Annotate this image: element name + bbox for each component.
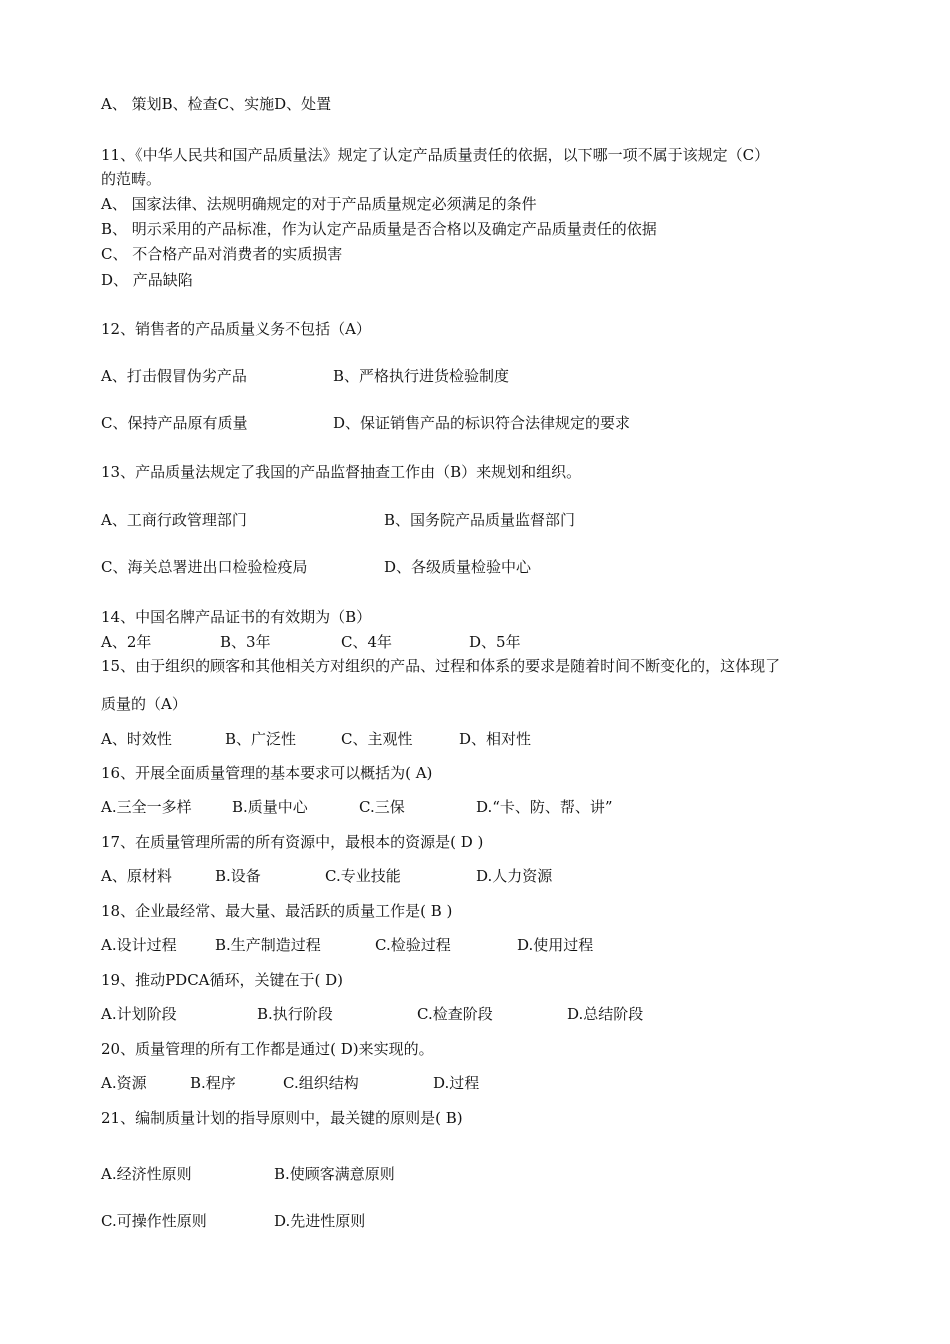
q11-option-a: A、 国家法律、法规明确规定的对于产品质量规定必须满足的条件 [101, 195, 537, 213]
q21-option-d: D.先进性原则 [274, 1212, 366, 1230]
q17-option-b: B.设备 [215, 867, 261, 885]
q18-stem: 18、企业最经常、最大量、最活跃的质量工作是( B ) [101, 902, 453, 920]
q18-option-b: B.生产制造过程 [215, 936, 321, 954]
q20-stem: 20、质量管理的所有工作都是通过( D)来实现的。 [101, 1040, 434, 1058]
q14-stem: 14、中国名牌产品证书的有效期为（B） [101, 608, 372, 626]
q15-stem-line2: 质量的（A） [101, 695, 187, 713]
q15-option-c: C、主观性 [341, 730, 413, 748]
q16-option-c: C.三保 [359, 798, 405, 816]
q16-option-d: D.“卡、防、帮、讲” [476, 798, 613, 816]
q14-option-b: B、3年 [220, 633, 271, 651]
q15-option-b: B、广泛性 [225, 730, 297, 748]
q11-option-b: B、 明示采用的产品标准，作为认定产品质量是否合格以及确定产品质量责任的依据 [101, 220, 657, 238]
q13-option-d: D、各级质量检验中心 [384, 558, 532, 576]
q17-option-a: A、原材料 [101, 867, 172, 885]
q17-option-c: C.专业技能 [325, 867, 401, 885]
q18-option-a: A.设计过程 [101, 936, 177, 954]
q20-option-a: A.资源 [101, 1074, 147, 1092]
q20-option-d: D.过程 [433, 1074, 480, 1092]
q21-stem: 21、编制质量计划的指导原则中，最关键的原则是( B) [101, 1109, 463, 1127]
q15-option-a: A、时效性 [101, 730, 172, 748]
q18-option-c: C.检验过程 [375, 936, 451, 954]
q16-option-b: B.质量中心 [232, 798, 308, 816]
q15-option-d: D、相对性 [459, 730, 532, 748]
q13-stem: 13、产品质量法规定了我国的产品监督抽查工作由（B）来规划和组织。 [101, 463, 582, 481]
q19-option-d: D.总结阶段 [567, 1005, 644, 1023]
q15-stem-line1: 15、由于组织的顾客和其他相关方对组织的产品、过程和体系的要求是随着时间不断变化的，这体现了 [101, 657, 781, 675]
q21-option-c: C.可操作性原则 [101, 1212, 207, 1230]
q12-option-b: B、严格执行进货检验制度 [333, 367, 510, 385]
q19-option-a: A.计划阶段 [101, 1005, 177, 1023]
q13-option-c: C、海关总署进出口检验检疫局 [101, 558, 308, 576]
q11-option-d: D、 产品缺陷 [101, 271, 193, 289]
q11-option-c: C、 不合格产品对消费者的实质损害 [101, 245, 343, 263]
q10-options-line: A、 策划B、检查C、实施D、处置 [101, 95, 332, 113]
q13-option-a: A、工商行政管理部门 [101, 511, 247, 529]
q20-option-b: B.程序 [190, 1074, 236, 1092]
q11-stem-line1: 11、《中华人民共和国产品质量法》规定了认定产品质量责任的依据，以下哪一项不属于该规定（C） [101, 146, 770, 164]
q19-option-b: B.执行阶段 [257, 1005, 333, 1023]
q16-option-a: A.三全一多样 [101, 798, 192, 816]
q21-option-a: A.经济性原则 [101, 1165, 192, 1183]
q12-option-a: A、打击假冒伪劣产品 [101, 367, 247, 385]
q17-stem: 17、在质量管理所需的所有资源中，最根本的资源是( D ) [101, 833, 484, 851]
q16-stem: 16、开展全面质量管理的基本要求可以概括为( A) [101, 764, 433, 782]
q14-option-c: C、4年 [341, 633, 393, 651]
q11-stem-line2: 的范畴。 [101, 170, 162, 188]
q17-option-d: D.人力资源 [476, 867, 553, 885]
q14-option-a: A、2年 [101, 633, 152, 651]
q19-option-c: C.检查阶段 [417, 1005, 493, 1023]
q18-option-d: D.使用过程 [517, 936, 594, 954]
q14-option-d: D、5年 [469, 633, 521, 651]
q12-option-c: C、保持产品原有质量 [101, 414, 248, 432]
q13-option-b: B、国务院产品质量监督部门 [384, 511, 576, 529]
q21-option-b: B.使顾客满意原则 [274, 1165, 395, 1183]
q12-option-d: D、保证销售产品的标识符合法律规定的要求 [333, 414, 631, 432]
q19-stem: 19、推动PDCA循环，关键在于( D) [101, 971, 344, 989]
q12-stem: 12、销售者的产品质量义务不包括（A） [101, 320, 371, 338]
q20-option-c: C.组织结构 [283, 1074, 359, 1092]
